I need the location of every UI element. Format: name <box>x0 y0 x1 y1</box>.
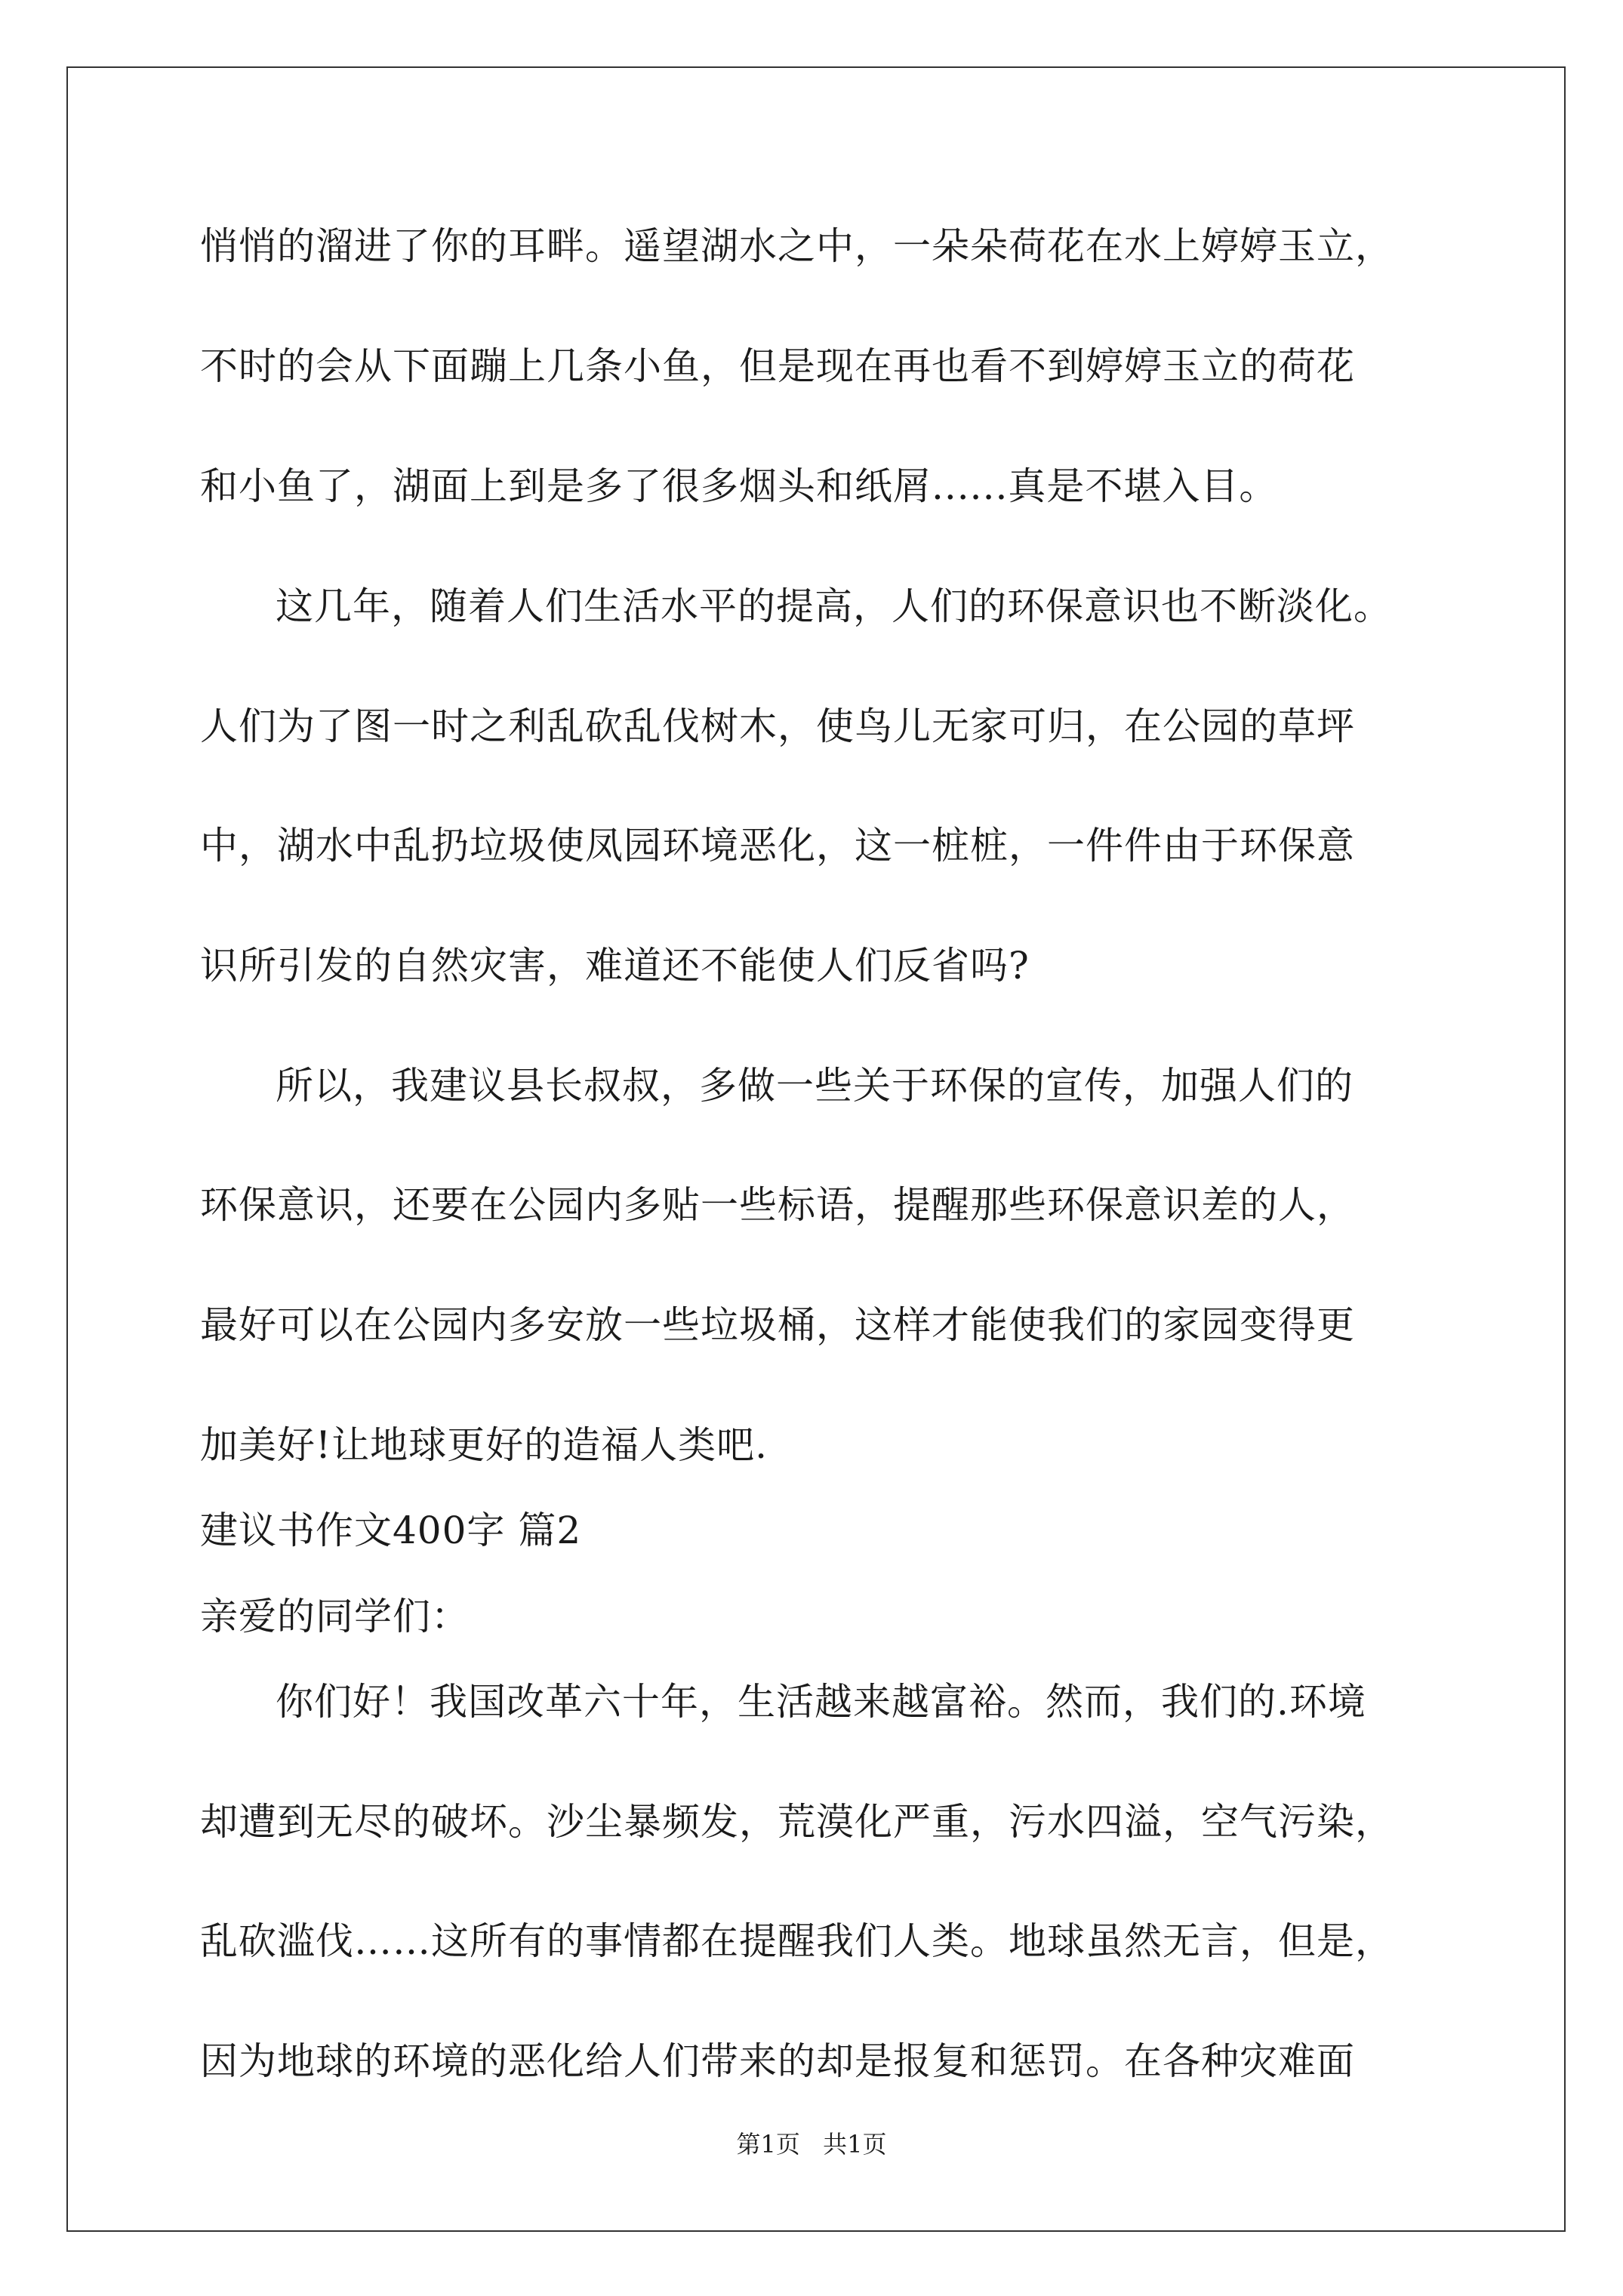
body-line: 因为地球的环境的恶化给人们带来的却是报复和惩罚。在各种灾难面 <box>200 2039 1355 2083</box>
paragraph-first-line: 所以，我建议县长叔叔，多做一些关于环保的宣传，加强人们的 <box>276 1064 1354 1108</box>
body-line: 和小鱼了，湖面上到是多了很多烟头和纸屑......真是不堪入目。 <box>200 464 1278 508</box>
body-line: 却遭到无尽的破坏。沙尘暴频发，荒漠化严重，污水四溢，空气污染， <box>200 1800 1394 1844</box>
body-line: 人们为了图一时之利乱砍乱伐树木，使鸟儿无家可归，在公园的草坪 <box>200 704 1355 748</box>
paragraph-first-line: 这几年，随着人们生活水平的提高，人们的环保意识也不断淡化。 <box>276 584 1392 628</box>
body-line: 环保意识，还要在公园内多贴一些标语，提醒那些环保意识差的人， <box>200 1183 1355 1227</box>
body-line: 不时的会从下面蹦上几条小鱼，但是现在再也看不到婷婷玉立的荷花 <box>200 344 1355 388</box>
paragraph-first-line: 你们好！我国改革六十年，生活越来越富裕。然而，我们的.环境 <box>276 1680 1366 1724</box>
page-total: 共1页 <box>823 2130 887 2159</box>
section-heading: 建议书作文400字 篇2 <box>200 1509 582 1552</box>
page-number: 第1页 <box>736 2130 800 2159</box>
body-line: 加美好!让地球更好的造福人类吧. <box>200 1423 768 1467</box>
salutation: 亲爱的同学们： <box>200 1595 470 1638</box>
body-line: 乱砍滥伐……这所有的事情都在提醒我们人类。地球虽然无言，但是， <box>200 1919 1394 1963</box>
page-border <box>66 66 1566 2232</box>
body-line: 中，湖水中乱扔垃圾使凤园环境恶化，这一桩桩，一件件由于环保意 <box>200 824 1355 868</box>
page-footer <box>0 2129 1623 2159</box>
body-line: 悄悄的溜进了你的耳畔。遥望湖水之中，一朵朵荷花在水上婷婷玉立， <box>200 224 1394 268</box>
body-line: 最好可以在公园内多安放一些垃圾桶，这样才能使我们的家园变得更 <box>200 1303 1355 1347</box>
body-line: 识所引发的自然灾害，难道还不能使人们反省吗? <box>200 944 1030 988</box>
